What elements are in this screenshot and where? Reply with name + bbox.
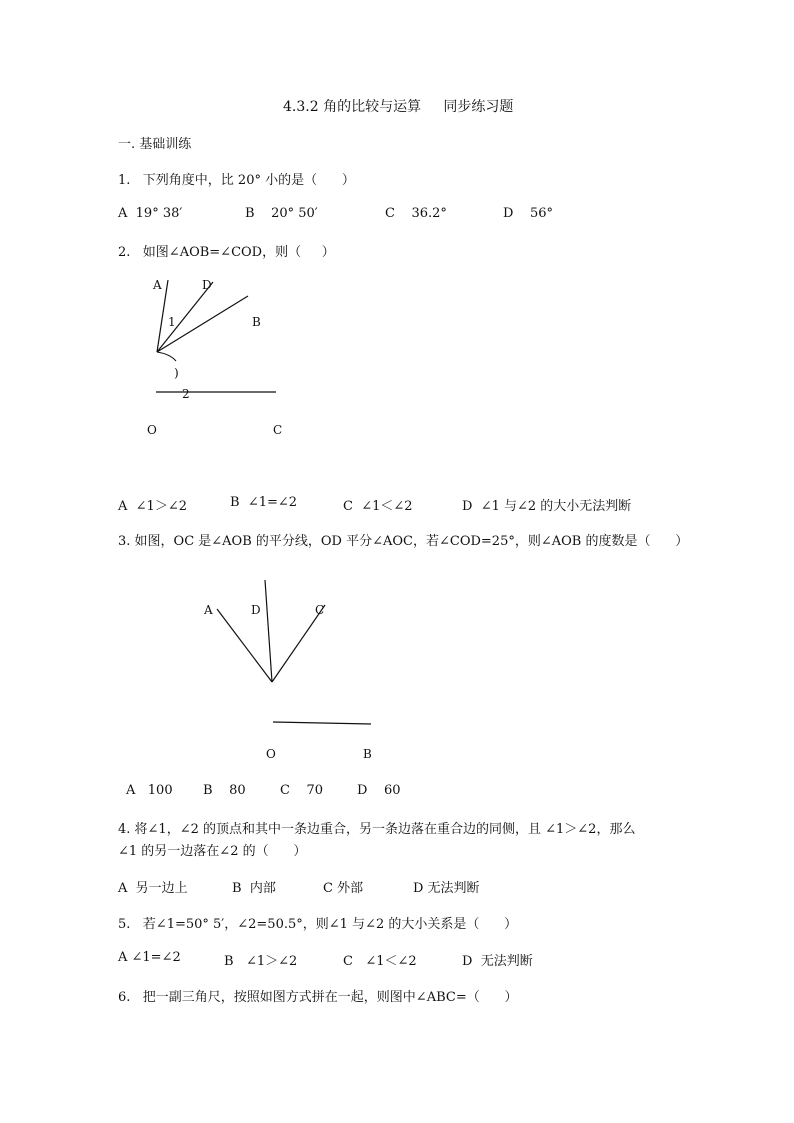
label-d: D xyxy=(202,278,212,292)
question-5-option-b: B ∠1＞∠2 xyxy=(224,954,298,969)
question-4-option-a: A 另一边上 xyxy=(118,881,188,896)
question-2-stem: 2. 如图∠AOB=∠COD，则（ ） xyxy=(118,245,335,260)
question-2-option-d: D ∠1 与∠2 的大小无法判断 xyxy=(462,499,632,514)
section-heading: 一. 基础训练 xyxy=(118,137,192,152)
label-a: A xyxy=(204,603,213,617)
label-arc: ) xyxy=(174,366,179,380)
question-5-option-c: C ∠1＜∠2 xyxy=(343,954,417,969)
label-d: D xyxy=(251,603,261,617)
label-o: O xyxy=(147,423,157,437)
label-o: O xyxy=(266,747,276,761)
question-4-option-d: D 无法判断 xyxy=(413,881,480,896)
question-6-stem: 6. 把一副三角尺，按照如图方式拼在一起，则图中∠ABC=（ ） xyxy=(118,990,518,1005)
question-2-option-a: A ∠1＞∠2 xyxy=(118,499,187,514)
question-1-option-b: B 20° 50′ xyxy=(245,206,318,221)
ray-oa xyxy=(217,609,272,682)
ray-ob xyxy=(273,722,371,724)
question-3-option-d: D 60 xyxy=(357,783,401,798)
label-2: 2 xyxy=(182,387,190,401)
label-1: 1 xyxy=(168,315,176,329)
question-1-stem: 1. 下列角度中，比 20° 小的是（ ） xyxy=(118,173,355,188)
ray-od xyxy=(157,282,213,352)
question-2-figure xyxy=(140,272,300,442)
label-c: C xyxy=(273,423,283,437)
question-4-stem-line-2: ∠1 的另一边落在∠2 的（ ） xyxy=(118,844,307,859)
question-3-option-a: A 100 xyxy=(126,783,173,798)
question-4-option-c: C 外部 xyxy=(323,881,364,896)
question-3-figure xyxy=(195,572,385,767)
question-3-stem: 3. 如图，OC 是∠AOB 的平分线，OD 平分∠AOC，若∠COD=25°，则∠AOB 的度数是（ ） xyxy=(118,534,689,549)
question-3-option-c: C 70 xyxy=(280,783,324,798)
label-b: B xyxy=(363,747,372,761)
question-1-option-c: C 36.2° xyxy=(385,206,447,221)
question-1-option-d: D 56° xyxy=(503,206,553,221)
label-b: B xyxy=(252,315,261,329)
page-title: 4.3.2 角的比较与运算 同步练习题 xyxy=(283,99,514,115)
question-3-option-b: B 80 xyxy=(203,783,246,798)
label-c: C xyxy=(315,603,325,617)
ray-od xyxy=(265,580,272,682)
question-5-option-a: A ∠1=∠2 xyxy=(118,950,181,965)
question-1-option-a: A 19° 38′ xyxy=(118,206,183,221)
question-5-option-d: D 无法判断 xyxy=(462,954,533,969)
angle-arc xyxy=(157,352,176,361)
question-2-option-b: B ∠1=∠2 xyxy=(230,495,298,510)
label-a: A xyxy=(153,278,162,292)
question-5-stem: 5. 若∠1=50° 5′，∠2=50.5°，则∠1 与∠2 的大小关系是（ ） xyxy=(118,917,518,932)
question-4-stem-line-1: 4. 将∠1，∠2 的顶点和其中一条边重合，另一条边落在重合边的同侧，且 ∠1＞∠2，那么 xyxy=(118,822,636,837)
question-2-option-c: C ∠1＜∠2 xyxy=(343,499,413,514)
question-4-option-b: B 内部 xyxy=(232,881,276,896)
